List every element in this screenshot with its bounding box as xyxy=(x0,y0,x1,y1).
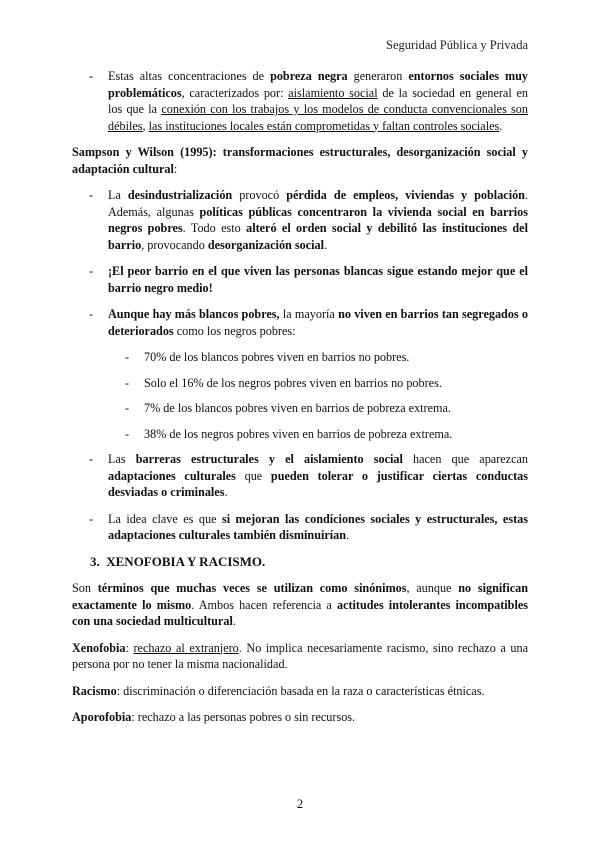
text: 70% de los blancos pobres viven en barrios no pobres. xyxy=(144,350,410,364)
text: La idea clave es que xyxy=(108,511,222,526)
underlined-text: las instituciones locales están comprometidas y faltan controles sociales xyxy=(148,118,500,133)
running-header: Seguridad Pública y Privada xyxy=(386,38,528,52)
text: . Ambos hacen referencia a xyxy=(191,597,337,612)
section-title-text: XENOFOBIA Y RACISMO. xyxy=(106,553,266,569)
text: la mayoría xyxy=(279,307,339,321)
text: . No implica necesariamente racismo, sino rechazo a una persona por no tener la misma nacionalidad. xyxy=(72,640,529,671)
sub-bullet-item xyxy=(72,426,528,443)
text: . Todo esto xyxy=(182,221,247,235)
bold-text: no significan exactamente lo mismo xyxy=(72,581,528,612)
text: : xyxy=(173,161,178,176)
text: : discriminación o diferenciación basada en la raza o características étnicas. xyxy=(116,683,485,698)
bold-text: ¡El peor barrio en el que viven las personas blancas sigue estando mejor que el barrio negro medio! xyxy=(108,264,528,295)
text: 7% de los blancos pobres viven en barrios de pobreza extrema. xyxy=(144,401,451,415)
text: . Además, algunas xyxy=(108,188,528,219)
bullet-dash: - xyxy=(125,350,130,364)
underlined-text: conexión con los trabajos y los modelos de conducta convencionales son débiles xyxy=(108,102,528,133)
bold-text: si mejoran las condiciones sociales y estructurales, estas adaptaciones culturales también disminuirían xyxy=(108,511,528,542)
text: : rechazo a las personas pobres o sin recursos. xyxy=(131,710,356,724)
bullet-item xyxy=(72,451,528,501)
bullet-dash: - xyxy=(89,264,94,278)
bullet-dash: - xyxy=(125,375,130,390)
bold-text: desindustrialización xyxy=(127,188,233,202)
text: Son xyxy=(72,581,98,595)
bullet-item xyxy=(72,68,528,134)
text: provocó xyxy=(232,188,287,202)
underlined-text: aislamiento social xyxy=(288,85,378,100)
text: Las xyxy=(108,452,136,466)
text: hacen que aparezcan xyxy=(402,452,528,466)
bullet-item xyxy=(72,187,528,253)
text: : xyxy=(125,640,134,655)
bold-text: políticas públicas concentraron la vivienda social en barrios negros pobres xyxy=(108,204,529,235)
text: Estas altas concentraciones de xyxy=(108,69,271,83)
text: de la sociedad en general en los que la xyxy=(108,85,528,116)
text: como los negros pobres: xyxy=(173,323,296,338)
text: , xyxy=(142,118,149,133)
definition-xenofobia xyxy=(72,640,528,673)
bullet-dash: - xyxy=(125,401,130,415)
text: La xyxy=(108,188,128,202)
sampson-heading xyxy=(72,144,528,177)
bullet-item xyxy=(72,263,528,296)
text: 38% de los negros pobres viven en barrios de pobreza extrema. xyxy=(144,426,453,441)
bold-text: Aunque hay más blancos pobres, xyxy=(108,307,280,321)
term: Xenofobia xyxy=(72,640,126,655)
bold-text: alteró el orden social y debilitó las instituciones del barrio xyxy=(108,221,528,252)
bullet-dash: - xyxy=(89,307,94,321)
text: generaron xyxy=(347,69,409,83)
bold-text: barreras estructurales y el aislamiento social xyxy=(135,452,403,466)
bullet-dash: - xyxy=(89,188,94,202)
sub-bullet-item xyxy=(72,349,528,366)
bold-text: pueden tolerar o justificar ciertas conductas desviadas o criminales xyxy=(108,468,528,499)
bullet-dash: - xyxy=(89,452,94,466)
text: . xyxy=(232,614,236,628)
bullet-dash: - xyxy=(89,69,94,83)
sub-bullet-item xyxy=(72,375,528,392)
heading-text: Sampson y Wilson (1995): transformaciones estructurales, desorganización social y adaptación cultural xyxy=(72,145,528,176)
term: Aporofobia xyxy=(72,710,132,724)
bold-text: términos que muchas veces se utilizan como sinónimos xyxy=(97,581,407,595)
bold-text: desorganización social xyxy=(207,237,324,252)
section-number: 3. xyxy=(90,553,100,569)
text: , aunque xyxy=(406,581,459,595)
term: Racismo xyxy=(72,683,117,698)
text: . xyxy=(346,528,350,542)
bold-text: no viven en barrios tan segregados o deteriorados xyxy=(108,307,528,338)
bold-text: pobreza negra xyxy=(270,69,348,83)
bold-text: actitudes intolerantes incompatibles con una sociedad multicultural xyxy=(72,597,528,628)
text: . xyxy=(224,485,228,499)
underlined-text: rechazo al extranjero xyxy=(133,640,239,655)
text: . xyxy=(323,237,328,252)
bullet-item xyxy=(72,511,528,544)
section-heading xyxy=(90,554,528,571)
text: . xyxy=(499,118,503,133)
bold-text: adaptaciones culturales xyxy=(108,468,236,483)
text: que xyxy=(235,468,271,483)
page-number: 2 xyxy=(296,797,304,811)
bold-text: entornos sociales muy problemáticos xyxy=(108,69,528,100)
bullet-dash: - xyxy=(125,426,130,441)
text: , caracterizados por: xyxy=(181,85,289,100)
definition-racismo xyxy=(72,683,528,700)
text: Solo el 16% de los negros pobres viven en barrios no pobres. xyxy=(144,375,442,390)
definition-aporofobia xyxy=(72,709,528,726)
text: , provocando xyxy=(141,237,208,252)
paragraph xyxy=(72,580,528,630)
bold-text: pérdida de empleos, viviendas y población xyxy=(286,188,525,202)
sub-bullet-item xyxy=(72,400,528,417)
page-content xyxy=(72,68,528,736)
bullet-dash: - xyxy=(89,511,94,526)
bullet-item xyxy=(72,306,528,339)
